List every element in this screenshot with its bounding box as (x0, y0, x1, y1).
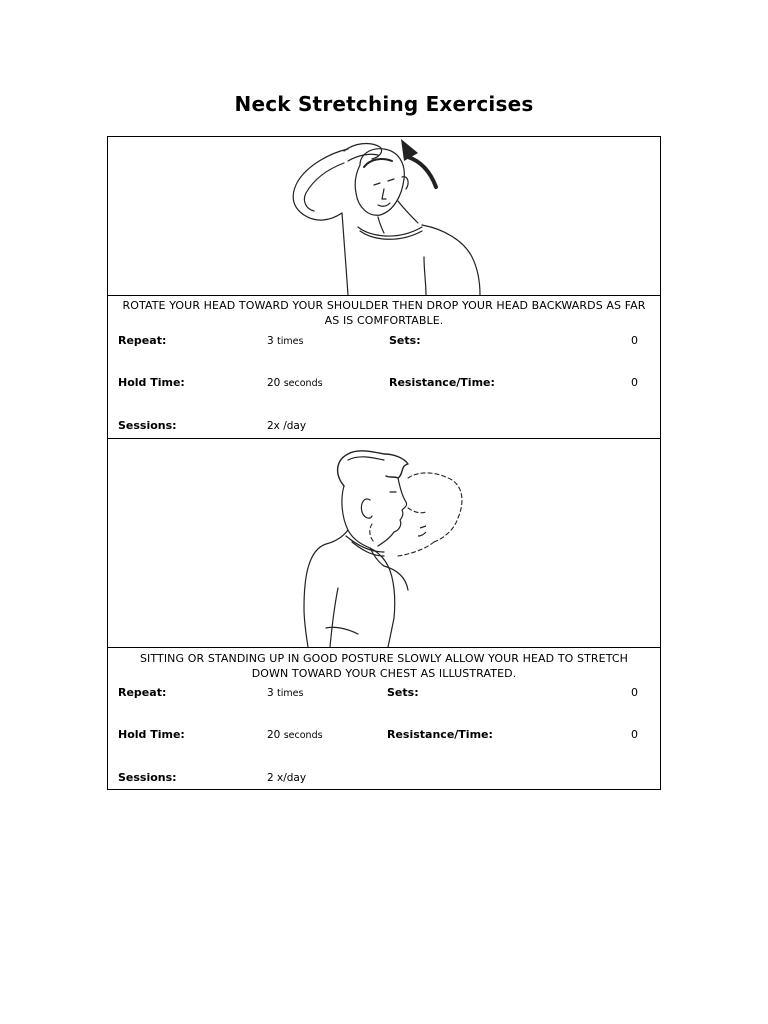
exercise-1-instruction: ROTATE YOUR HEAD TOWARD YOUR SHOULDER THEN DROP YOUR HEAD BACKWARDS AS FAR AS IS COMFORTABLE. (122, 299, 646, 327)
sets-value: 0 (631, 334, 638, 347)
exercise-2-instruction: SITTING OR STANDING UP IN GOOD POSTURE SLOWLY ALLOW YOUR HEAD TO STRETCH DOWN TOWARD YOUR CHEST AS ILLUSTRATED. (139, 652, 629, 680)
sets-value: 0 (631, 686, 638, 699)
sets-label: Sets: (387, 686, 419, 699)
sessions-label: Sessions: (118, 419, 177, 432)
chin-to-chest-stretch-illustration (108, 438, 660, 647)
exercise-1-details (108, 295, 660, 439)
repeat-label: Repeat: (118, 686, 167, 699)
hold-time-value: 20 seconds (267, 377, 323, 389)
sessions-value: 2x /day (267, 420, 307, 432)
exercise-2-figure (108, 438, 660, 648)
sessions-label: Sessions: (118, 771, 177, 784)
repeat-label: Repeat: (118, 334, 167, 347)
exercise-1-figure (108, 137, 660, 296)
hold-time-label: Hold Time: (118, 376, 185, 389)
hold-time-label: Hold Time: (118, 728, 185, 741)
page-title: Neck Stretching Exercises (234, 92, 534, 116)
hold-time-value: 20 seconds (267, 729, 323, 741)
exercise-2-details (108, 647, 660, 789)
sessions-value: 2 x/day (267, 772, 307, 784)
repeat-value: 3 times (267, 335, 304, 347)
resistance-time-value: 0 (631, 728, 638, 741)
resistance-time-value: 0 (631, 376, 638, 389)
exercise-sheet (107, 136, 661, 790)
sets-label: Sets: (389, 334, 421, 347)
resistance-time-label: Resistance/Time: (389, 376, 495, 389)
repeat-value: 3 times (267, 687, 304, 699)
neck-side-stretch-illustration (108, 137, 660, 295)
resistance-time-label: Resistance/Time: (387, 728, 493, 741)
